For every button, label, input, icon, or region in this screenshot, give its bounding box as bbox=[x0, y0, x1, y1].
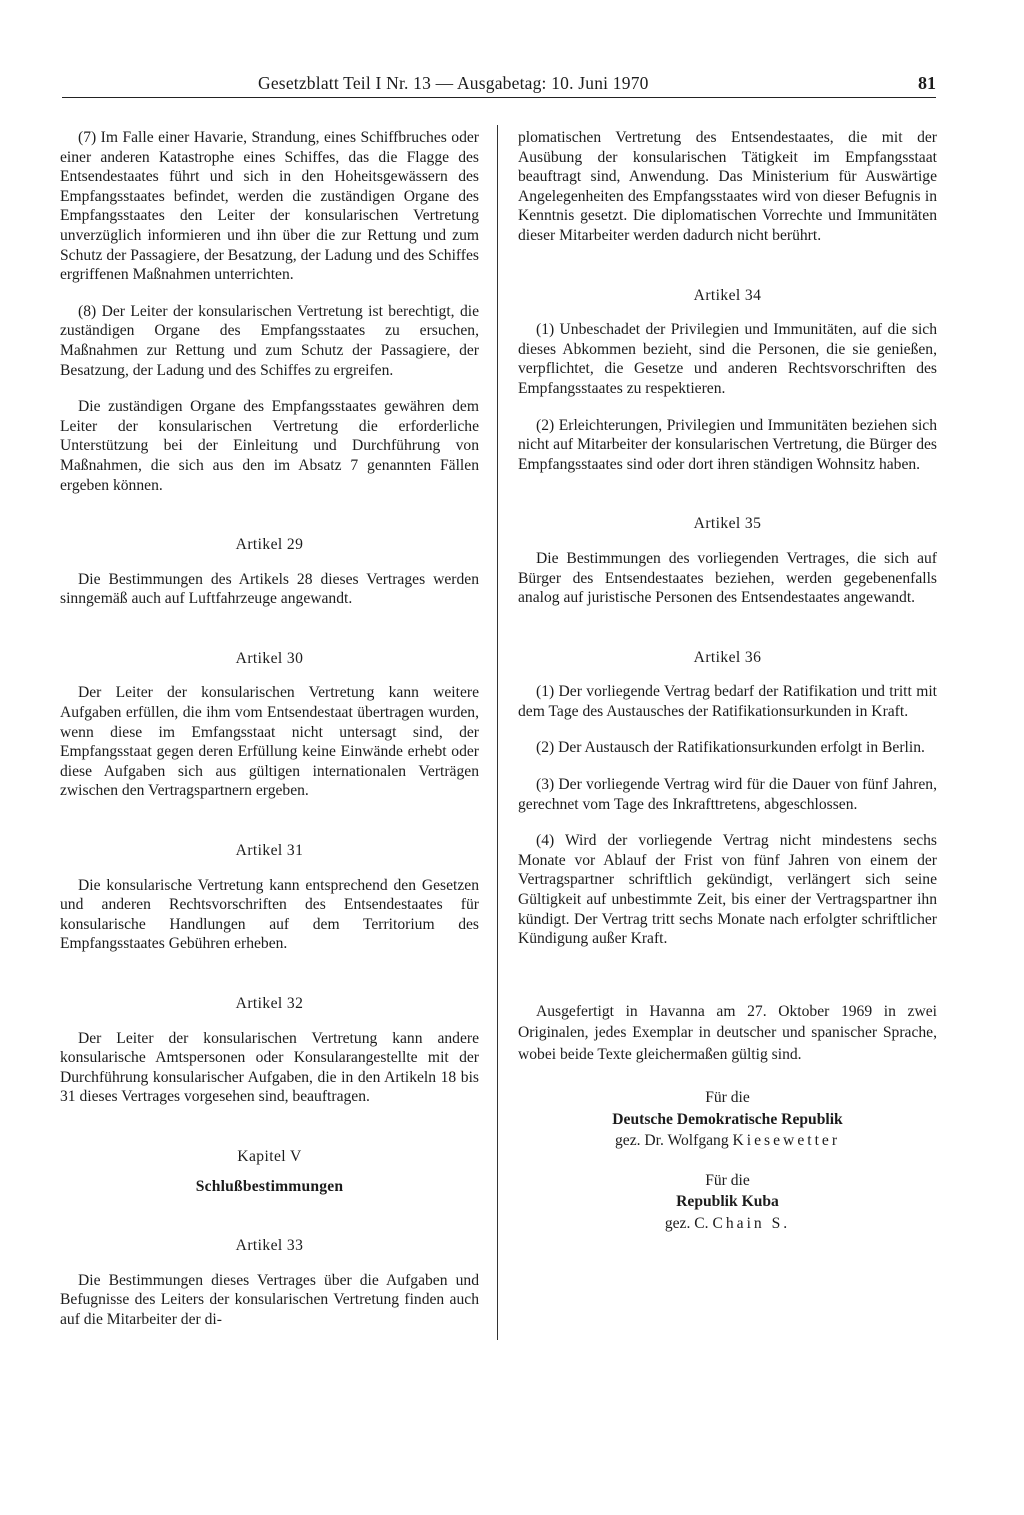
article-30-heading: Artikel 30 bbox=[235, 649, 304, 667]
header-rule bbox=[62, 97, 936, 98]
signature-block-gdr bbox=[518, 1087, 937, 1152]
page-header bbox=[62, 73, 936, 99]
article-30-text: Der Leiter der konsularischen Vertretung kann weitere Aufgaben erfüllen, die ihm vom Entsendestaat übertragen wurden, wenn diese im Emfangsstaat nicht untersagt sind, der Empfangsstaat gegen deren Erfüllung keine Einwände erhebt oder diese Aufgaben sich aus gültigen internationalen Verträgen zwischen den Vertragspartnern ergeben. bbox=[60, 684, 479, 800]
column-divider bbox=[497, 125, 498, 1340]
paragraph-art28-9: Die zuständigen Organe des Empfangsstaates gewähren dem Leiter der konsularischen Vertretung die erforderliche Unterstützung bei der Einleitung und Durchführung von Maßnahmen, die sich aus den im Absatz 7 genannten Fällen ergeben können. bbox=[60, 398, 479, 494]
chapter-subtitle: Schlußbestimmungen bbox=[195, 1177, 344, 1195]
header-title: Gesetzblatt Teil I Nr. 13 — Ausgabetag: 10. Juni 1970 bbox=[258, 73, 649, 93]
article-34-paragraph-2: (2) Erleichterungen, Privilegien und Immunitäten beziehen sich nicht auf Mitarbeiter der konsularischen Vertretung, die Bürger des Empfangsstaates sind oder dort ihren ständigen Wohnsitz haben. bbox=[518, 416, 937, 473]
article-36-paragraph-1: (1) Der vorliegende Vertrag bedarf der Ratifikation und tritt mit dem Tage des Austausches der Ratifikationsurkunden in Kraft. bbox=[518, 683, 937, 720]
page-number: 81 bbox=[918, 73, 936, 93]
article-31-heading: Artikel 31 bbox=[235, 842, 304, 860]
article-33-continuation: plomatischen Vertretung des Entsendestaates, die mit der Ausübung der konsularischen Tätigkeit im Empfangsstaat beauftragt sind, Anwendung. Das Ministerium für Auswärtige Angelegenheiten des Empfangsstaates wird von dieser Befugnis in Kenntnis gesetzt. Die diplomatischen Vorrechte und Immunitäten dieser Mitarbeiter werden dadurch nicht berührt. bbox=[518, 129, 937, 244]
article-36-heading: Artikel 36 bbox=[693, 648, 762, 666]
article-31-text: Die konsularische Vertretung kann entsprechend den Gesetzen und anderen Rechtsvorschriften des Entsendestaates für konsularische Handlungen auf dem Territorium des Empfangsstaates Gebühren erheben. bbox=[60, 876, 479, 953]
article-36-paragraph-3: (3) Der vorliegende Vertrag wird für die Dauer von fünf Jahren, gerechnet vom Tage des Inkrafttretens, abgeschlossen. bbox=[518, 776, 937, 813]
left-column bbox=[60, 128, 479, 1330]
article-34-paragraph-1: (1) Unbeschadet der Privilegien und Immunitäten, auf die sich dieses Abkommen bezieht, sind die Personen, die sie genießen, verpflichtet, die Gesetze und anderen Rechtsvorschriften des Empfangsstaates zu respektieren. bbox=[518, 321, 937, 397]
article-32-text: Der Leiter der konsularischen Vertretung kann andere konsularische Amtspersonen oder Konsularangestellte mit der Durchführung konsularischer Aufgaben, die in den Artikeln 18 bis 31 dieses Vertrages vorgesehen sind, beauftragen. bbox=[60, 1029, 479, 1106]
signature-signer-cuba bbox=[518, 1213, 937, 1235]
signature-signer-gdr bbox=[518, 1130, 937, 1152]
article-35-heading: Artikel 35 bbox=[693, 515, 762, 533]
paragraph-art28-7: (7) Im Falle einer Havarie, Strandung, eines Schiffbruches oder einer anderen Katastrophe eines Schiffes, das die Flagge des Entsendestaates führt und sich in den Hoheitsgewässern des Empfangsstaates befindet, werden die zuständigen Organe des Empfangsstaates den Leiter der konsularischen Vertretung unverzüglich informieren und ihn über die zur Rettung und zum Schutz der Passagiere, der Besatzung, der Ladung und des Schiffes ergriffenen Maßnahmen unterrichten. bbox=[60, 129, 479, 284]
signature-prefix: gez. C. bbox=[664, 1214, 709, 1232]
article-32-heading: Artikel 32 bbox=[235, 995, 304, 1012]
signature-state-gdr: Deutsche Demokratische Republik bbox=[612, 1110, 843, 1128]
article-36-paragraph-4: (4) Wird der vorliegende Vertrag nicht mindestens sechs Monate vor Ablauf der Frist von fünf Jahren von einem der Vertragspartner schriftlich gekündigt, verlängert sich seine Gültigkeit auf unbestimmte Zeit, bis einer der Vertragspartner ihn kündigt. Der Vertrag tritt sechs Monate nach erfolgter schriftlicher Kündigung außer Kraft. bbox=[518, 832, 937, 948]
signature-for-label: Für die bbox=[705, 1171, 750, 1189]
signature-state-cuba: Republik Kuba bbox=[676, 1193, 779, 1211]
article-33-text: Die Bestimmungen dieses Vertrages über die Aufgaben und Befugnisse des Leiters der konsularischen Vertretung finden auch auf die Mitarbeiter der di- bbox=[60, 1271, 479, 1328]
signature-block-cuba bbox=[518, 1170, 937, 1235]
article-33-heading: Artikel 33 bbox=[235, 1237, 304, 1255]
article-29-text: Die Bestimmungen des Artikels 28 dieses Vertrages werden sinngemäß auch auf Luftfahrzeuge angewandt. bbox=[60, 570, 479, 608]
paragraph-art28-8: (8) Der Leiter der konsularischen Vertretung ist berechtigt, die zuständigen Organe des Empfangsstaates zu ersuchen, Maßnahmen zur Rettung und zum Schutz der Passagiere, der Besatzung, der Ladung und des Schiffes zu ergreifen. bbox=[60, 302, 479, 379]
right-column bbox=[518, 128, 937, 1234]
closing-statement: Ausgefertigt in Havanna am 27. Oktober 1969 in zwei Originalen, jedes Exemplar in deutscher und spanischer Sprache, wobei beide Texte gleichermaßen gültig sind. bbox=[518, 1002, 937, 1063]
signer-name: Chain S. bbox=[712, 1214, 791, 1232]
article-34-heading: Artikel 34 bbox=[693, 286, 762, 304]
article-36-paragraph-2: (2) Der Austausch der Ratifikationsurkunden erfolgt in Berlin. bbox=[536, 739, 925, 757]
signature-prefix: gez. Dr. Wolfgang bbox=[614, 1132, 729, 1150]
article-35-text: Die Bestimmungen des vorliegenden Vertrages, die sich auf Bürger des Entsendestaates beziehen, werden gegebenenfalls analog auf juristische Personen des Entsendestaates angewandt. bbox=[518, 549, 937, 607]
chapter-heading: Kapitel V bbox=[237, 1147, 302, 1165]
signer-name: Kiesewetter bbox=[732, 1132, 841, 1150]
article-29-heading: Artikel 29 bbox=[235, 536, 304, 554]
signature-for-label: Für die bbox=[705, 1089, 750, 1107]
